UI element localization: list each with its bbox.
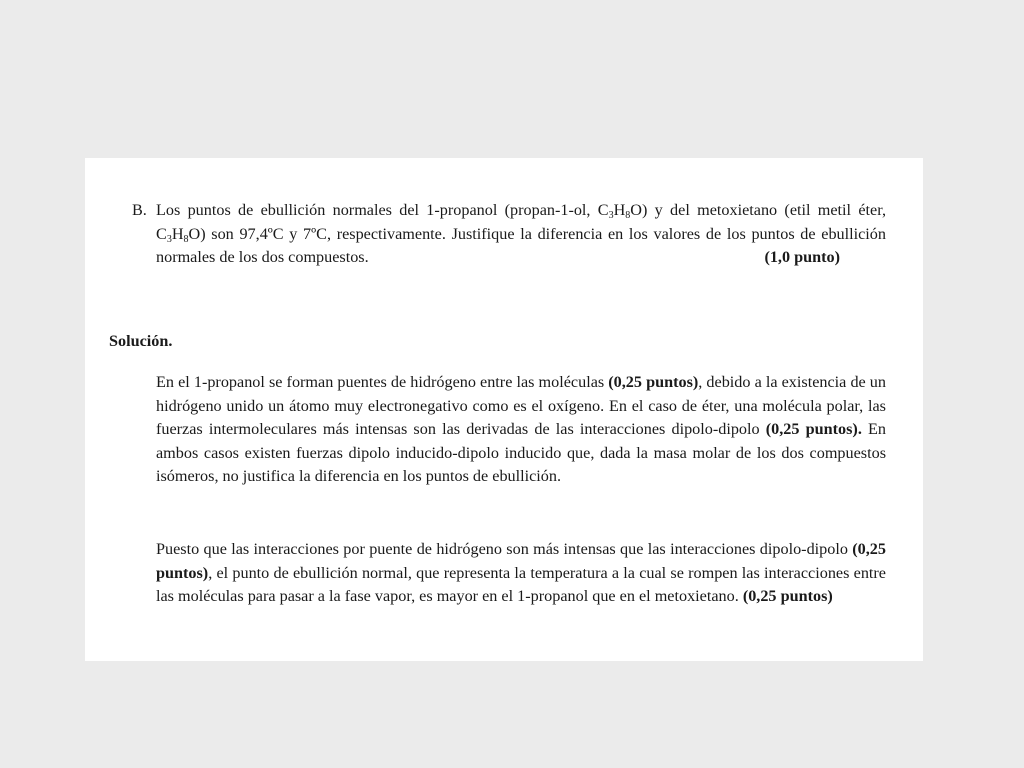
score-1: (0,25 puntos) [608,373,699,391]
score-4: (0,25 puntos) [742,587,833,605]
solution-title: Solución. [109,332,173,350]
formula-1-propanol: $C_3H_8O$ [597,201,642,221]
question-text-b: ) y del metoxietano (etil metil éter, [642,201,886,219]
solution-paragraph-1: En el 1-propanol se forman puentes de hidrógeno entre las moléculas (0,25 puntos), debido a la existencia de un hidrógeno unido un átomo muy electronegativo como es el oxígeno. En el caso de éter, una molécula polar, las fuerzas intermoleculares más intensas son las derivadas de las interacciones dipolo-dipolo (0,25 puntos). En ambos casos existen fuerzas dipolo inducido-dipolo inducido que, dada la masa molar de los dos compuestos isómeros, no justifica la diferencia en los puntos de ebullición. [156,373,887,485]
solution-paragraph-2: Puesto que las interacciones por puente de hidrógeno son más intensas que las interacciones dipolo-dipolo (0,25 puntos), el punto de ebullición normal, que representa la temperatura a la cual se rompen las interacciones entre las moléculas para pasar a la fase vapor, es mayor en el 1-propanol que en el metoxietano. (0,25 puntos) [156,540,886,605]
formula-metoxietano: $C_3H_8O$ [156,224,201,245]
score-2: (0,25 puntos). [765,420,862,438]
question-b [132,199,886,270]
document-page [85,158,923,661]
question-text-c: ) son 97,4ºC y 7ºC, respectivamente. Justifique la diferencia en los valores de los puntos de ebullición normales de los dos compuestos. [156,224,886,266]
question-points: (1,0 punto) [764,248,840,266]
score-3: (0,25 puntos) [156,540,886,582]
question-marker: B. [132,201,147,219]
question-text [156,199,886,270]
question-text-a: Los puntos de ebullición normales del 1-propanol (propan-1-ol, [156,201,598,219]
